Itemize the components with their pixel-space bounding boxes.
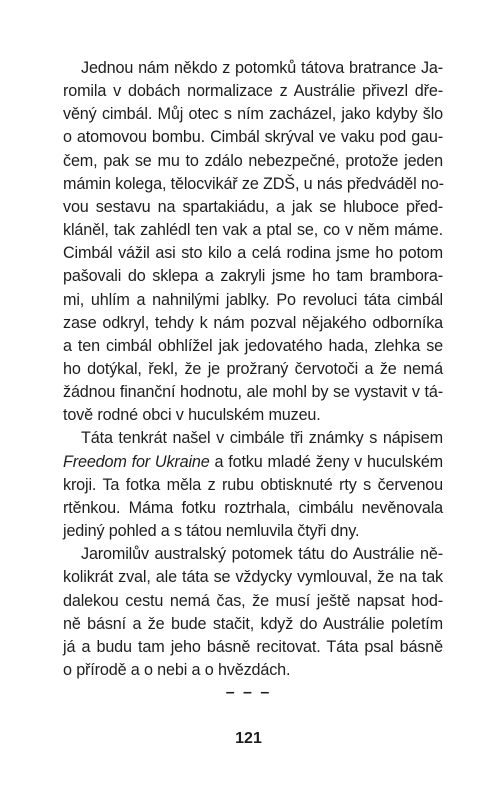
text-line: mi, uhlím a nahnilými jablky. Po revoluci táta cimbál: [63, 290, 443, 309]
text-line: kláněl, tak zahlédl ten vak a ptal se, co v něm máme.: [63, 221, 443, 240]
text-line: o atomovou bombu. Cimbál skrýval ve vaku pod gau-: [63, 128, 443, 147]
text-line: mámin kolega, tělocvikář ze ZDŠ, u nás předváděl no-: [63, 174, 444, 193]
text-line-with-italic: [63, 451, 443, 474]
italic-phrase: Freedom for Ukraine: [63, 452, 210, 471]
text-line: dalekou cestu nemá čas, že musí ještě napsat hod-: [63, 591, 443, 610]
text-line: Táta tenkrát našel v cimbále tři známky s nápisem: [81, 429, 443, 448]
text-line: Jaromilův australský potomek tátu do Austrálie ně-: [81, 545, 443, 564]
text-line: jediný pohled a s tátou nemluvila čtyři dny.: [63, 522, 360, 541]
page-number: 121: [235, 730, 262, 747]
text-span: a fotku mladé ženy v huculském: [209, 452, 443, 471]
text-line: zase odkryl, tehdy k nám pozval nějakého odborníka: [63, 313, 443, 332]
text-line: Cimbál vážil asi sto kilo a celá rodina jsme ho potom: [63, 244, 443, 263]
text-line: vou sestavu na spartakiádu, a jak se hluboce před-: [63, 197, 443, 216]
text-line: a ten cimbál obhlížel jak jedovatého hada, zlehka se: [63, 336, 443, 355]
text-line: žádnou finanční hodnotu, ale mohl by se vystavit v tá-: [63, 383, 443, 402]
text-line: o přírodě a o nebi a o hvězdách.: [63, 661, 291, 679]
text-line: tově rodné obci v huculském muzeu.: [63, 406, 321, 425]
text-line: Jednou nám někdo z potomků tátova bratrance Ja-: [81, 59, 443, 77]
text-line: kolikrát zval, ale táta se vždycky vymlouval, že na tak: [63, 568, 443, 587]
text-line: kroji. Ta fotka měla z rubu obtisknuté rty s červenou: [63, 475, 443, 494]
section-separator: – – –: [225, 684, 272, 701]
text-line: ho dotýkal, řekl, že je prožraný červotoči a že nemá: [63, 360, 443, 378]
text-line: ně básní a že bude stačit, když do Austrálie poletím: [63, 614, 443, 633]
text-line: já a budu tam jeho básně recitovat. Táta psal básně: [63, 637, 443, 656]
text-line: rtěnkou. Máma fotku roztrhala, cimbálu nevěnovala: [63, 498, 443, 517]
text-line: pašovali do sklepa a zakryli jsme ho tam brambora-: [63, 267, 443, 286]
text-line: čem, pak se mu to zdálo nebezpečné, protože jeden: [63, 151, 443, 170]
text-line: romila v dobách normalizace z Austrálie přivezl dře-: [63, 82, 443, 101]
text-line: věný cimbál. Můj otec s ním zacházel, jako kdyby šlo: [63, 105, 443, 124]
